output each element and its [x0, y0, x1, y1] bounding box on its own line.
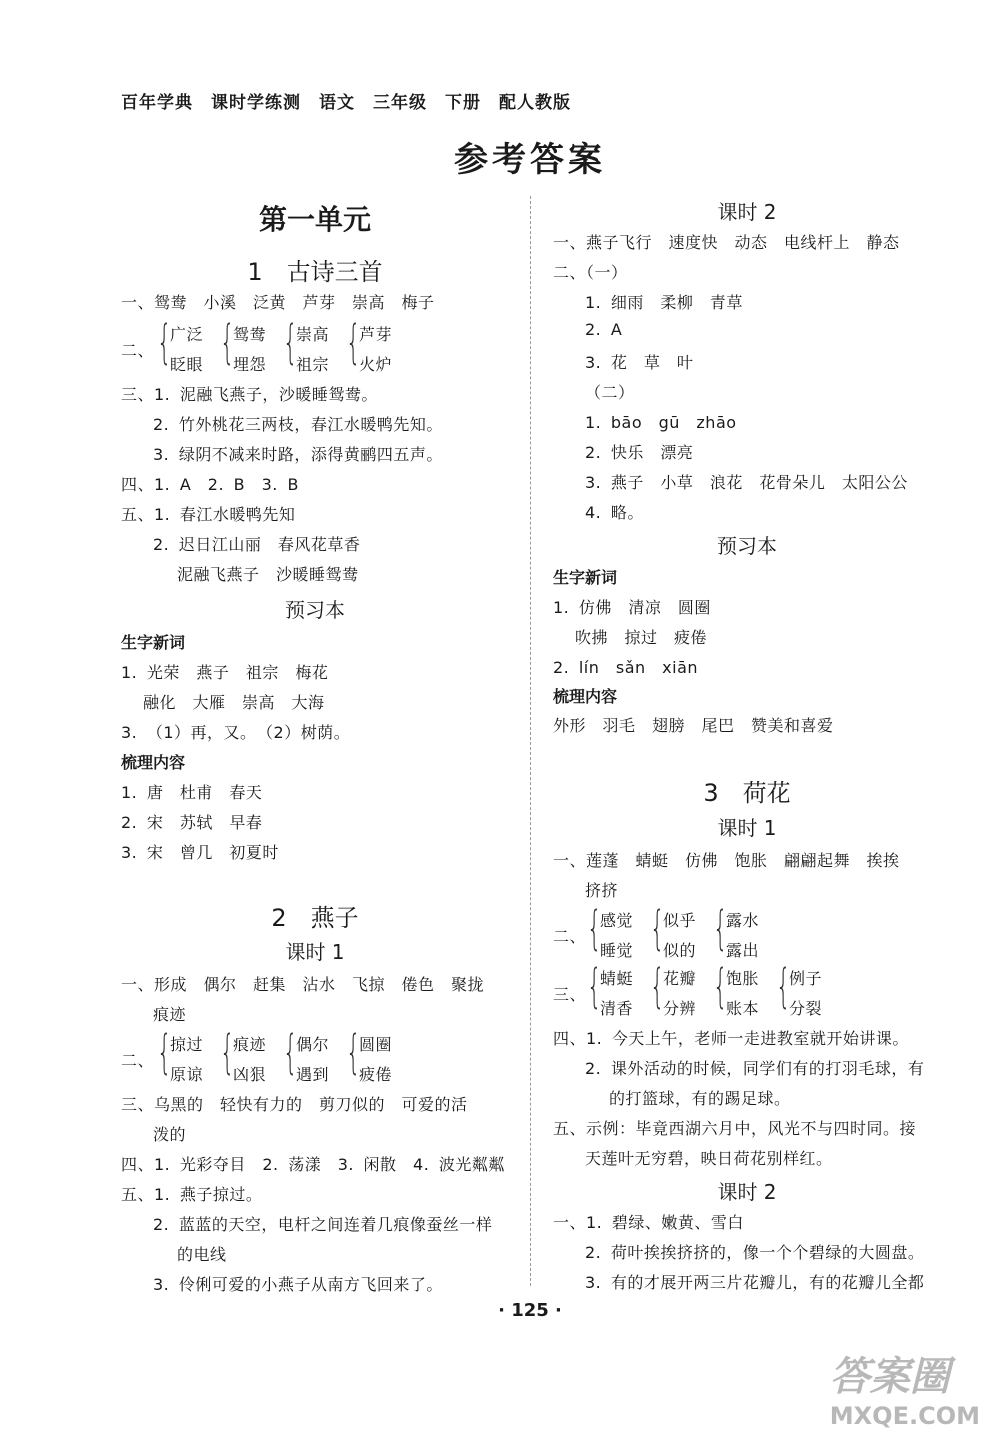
pair-word: 似乎 — [663, 911, 697, 930]
pair-word: 饱胀 — [726, 969, 760, 988]
answer-line: 3. （1）再，又。 （2）树荫。 — [121, 723, 351, 742]
section-title: 预习本 — [717, 534, 777, 558]
answer-line: 1. 仿佛 清凉 圆圈 — [553, 598, 711, 617]
answer-line: 2. lín sǎn xiān — [553, 658, 699, 677]
pair-word: 痕迹 — [233, 1035, 267, 1054]
answer-line: 四、1. 光彩夺目 2. 荡漾 3. 闲散 4. 波光粼粼 — [121, 1155, 505, 1174]
answer-line: 一、鸳鸯 小溪 泛黄 芦芽 崇高 梅子 — [121, 293, 435, 312]
question-number: 三、 — [553, 985, 587, 1004]
answer-line: 五、示例：毕竟西湖六月中，风光不与四时同。接 — [553, 1119, 917, 1138]
answer-line: 3. 花 草 叶 — [585, 353, 694, 372]
pair-word: 埋怨 — [233, 355, 267, 374]
pair-word: 广泛 — [170, 325, 204, 344]
answer-line: 3. 燕子 小草 浪花 花骨朵儿 太阳公公 — [585, 473, 908, 492]
answer-line: 2. A — [585, 320, 623, 339]
section-label: 生字新词 — [553, 568, 618, 587]
pair-word: 疲倦 — [359, 1065, 393, 1084]
pair-word: 分辨 — [663, 999, 697, 1018]
pair-word: 原谅 — [170, 1065, 204, 1084]
answer-line: 泥融飞燕子 沙暖睡鸳鸯 — [177, 565, 359, 584]
page-title: 参考答案 — [454, 140, 606, 180]
answer-line: 一、燕子飞行 速度快 动态 电线杆上 静态 — [553, 233, 900, 252]
answer-line: 4. 略。 — [585, 503, 644, 522]
answer-line: 2. 荷叶挨挨挤挤的，像一个个碧绿的大圆盘。 — [585, 1243, 925, 1262]
section-title: 预习本 — [285, 598, 345, 622]
answer-line: 泼的 — [153, 1125, 187, 1144]
pair-word: 掠过 — [170, 1035, 204, 1054]
pair-word: 偶尔 — [296, 1035, 330, 1054]
pair-word: 睡觉 — [600, 941, 634, 960]
period-title: 课时 2 — [717, 1180, 777, 1204]
brace-icon: { — [587, 959, 602, 1013]
answer-line: 一、1. 碧绿、嫩黄、雪白 — [553, 1213, 744, 1232]
brace-icon: { — [220, 315, 235, 369]
brace-icon: { — [587, 901, 602, 955]
section-label: 梳理内容 — [553, 687, 618, 706]
answer-line: 天莲叶无穷碧，映日荷花别样红。 — [585, 1149, 833, 1168]
answer-line: 2. 课外活动的时候，同学们有的打羽毛球，有 — [585, 1059, 925, 1078]
book-header: 百年学典 课时学练测 语文 三年级 下册 配人教版 — [121, 93, 571, 113]
unit-title: 第一单元 — [258, 203, 371, 236]
question-number: 二、 — [121, 1051, 155, 1070]
answer-line: 二、（一） — [553, 263, 628, 282]
pair-word: 芦芽 — [359, 325, 393, 344]
pair-word: 眨眼 — [170, 355, 204, 374]
brace-icon: { — [283, 1025, 298, 1079]
watermark-url: MXQE.COM — [829, 1402, 980, 1430]
column-divider — [530, 196, 531, 1286]
answer-line: 一、莲蓬 蜻蜓 仿佛 饱胀 翩翩起舞 挨挨 — [553, 851, 900, 870]
answer-line: 四、1. 今天上午，老师一走进教室就开始讲课。 — [553, 1029, 909, 1048]
answer-line: 1. 细雨 柔柳 青草 — [585, 293, 743, 312]
pair-word: 似的 — [663, 941, 697, 960]
answer-line: 外形 羽毛 翅膀 尾巴 赞美和喜爱 — [553, 716, 834, 735]
answer-line: 2. 竹外桃花三两枝，春江水暖鸭先知。 — [153, 415, 443, 434]
pair-word: 遇到 — [296, 1065, 330, 1084]
answer-line: 3. 宋 曾几 初夏时 — [121, 843, 279, 862]
period-title: 课时 2 — [717, 200, 777, 224]
pair-word: 分裂 — [789, 999, 823, 1018]
pair-word: 花瓣 — [663, 969, 697, 988]
watermark — [830, 1345, 980, 1430]
period-title: 课时 1 — [717, 816, 777, 840]
answer-line: 五、1. 燕子掠过。 — [121, 1185, 263, 1204]
pair-word: 账本 — [726, 999, 760, 1018]
pair-word: 圆圈 — [359, 1035, 393, 1054]
pair-word: 崇高 — [296, 325, 330, 344]
brace-icon: { — [650, 959, 665, 1013]
watermark-logo: 答案圈 — [829, 1354, 950, 1400]
answer-line: 1. 光荣 燕子 祖宗 梅花 — [121, 663, 329, 682]
answer-line: 一、形成 偶尔 赶集 沾水 飞掠 倦色 聚拢 — [121, 975, 485, 994]
pair-word: 鸳鸯 — [233, 325, 267, 344]
section-label: 生字新词 — [121, 633, 186, 652]
answer-line: 2. 宋 苏轼 早春 — [121, 813, 263, 832]
answer-line: 3. 绿阴不减来时路，添得黄鹂四五声。 — [153, 445, 443, 464]
brace-icon: { — [650, 901, 665, 955]
brace-icon: { — [776, 959, 791, 1013]
pair-word: 露出 — [726, 941, 760, 960]
pair-word: 祖宗 — [296, 355, 330, 374]
answer-line: 2. 蓝蓝的天空，电杆之间连着几痕像蚕丝一样 — [153, 1215, 493, 1234]
period-title: 课时 1 — [285, 940, 345, 964]
answer-line: 3. 有的才展开两三片花瓣儿，有的花瓣儿全都 — [585, 1273, 925, 1292]
brace-icon: { — [346, 315, 361, 369]
answer-line: 的打篮球，有的踢足球。 — [609, 1089, 791, 1108]
brace-icon: { — [157, 1025, 172, 1079]
answer-line: 2. 快乐 漂亮 — [585, 443, 694, 462]
answer-line: （二） — [585, 383, 635, 402]
lesson-title: 3 荷花 — [703, 779, 791, 807]
answer-line: 1. bāo gū zhāo — [585, 413, 737, 432]
brace-icon: { — [220, 1025, 235, 1079]
answer-line: 挤挤 — [585, 881, 619, 900]
page-number: · 125 · — [498, 1300, 562, 1321]
pair-word: 例子 — [789, 969, 823, 988]
answer-line: 吹拂 掠过 疲倦 — [575, 628, 708, 647]
section-label: 梳理内容 — [121, 753, 186, 772]
answer-line: 3. 伶俐可爱的小燕子从南方飞回来了。 — [153, 1275, 443, 1294]
answer-line: 的电线 — [177, 1245, 227, 1264]
brace-icon: { — [713, 901, 728, 955]
pair-word: 露水 — [726, 911, 760, 930]
answer-line: 四、1. A 2. B 3. B — [121, 475, 299, 494]
pair-word: 感觉 — [600, 911, 634, 930]
answer-line: 2. 迟日江山丽 春风花草香 — [153, 535, 361, 554]
brace-icon: { — [157, 315, 172, 369]
answer-line: 痕迹 — [153, 1005, 187, 1024]
answer-line: 1. 唐 杜甫 春天 — [121, 783, 263, 802]
pair-word: 清香 — [600, 999, 634, 1018]
answer-line: 融化 大雁 崇高 大海 — [143, 693, 325, 712]
pair-word: 凶狠 — [233, 1065, 267, 1084]
brace-icon: { — [283, 315, 298, 369]
pair-word: 火炉 — [359, 355, 393, 374]
brace-icon: { — [713, 959, 728, 1013]
lesson-title: 2 燕子 — [271, 904, 359, 932]
question-number: 二、 — [121, 341, 155, 360]
answer-line: 三、乌黑的 轻快有力的 剪刀似的 可爱的活 — [121, 1095, 468, 1114]
answer-line: 五、1. 春江水暖鸭先知 — [121, 505, 296, 524]
lesson-title: 1 古诗三首 — [247, 258, 383, 286]
answer-line: 三、1. 泥融飞燕子，沙暖睡鸳鸯。 — [121, 385, 378, 404]
question-number: 二、 — [553, 927, 587, 946]
pair-word: 蜻蜓 — [600, 969, 634, 988]
brace-icon: { — [346, 1025, 361, 1079]
